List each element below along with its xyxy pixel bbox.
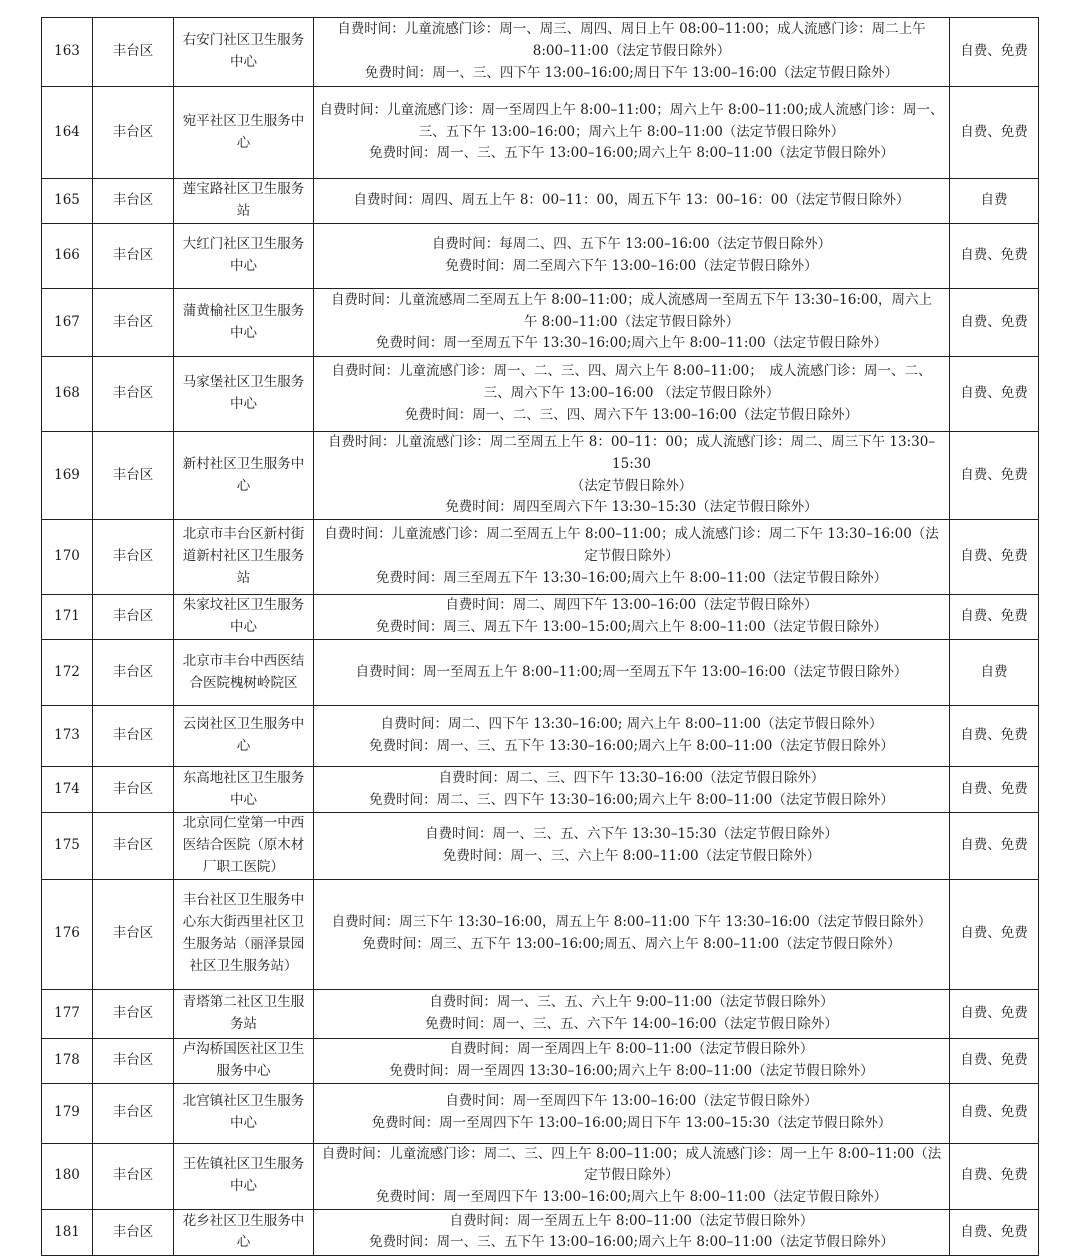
schedule-time-cell xyxy=(314,224,950,289)
facility-name-cell: 北京同仁堂第一中西医结合医院（原木材厂职工医院） xyxy=(174,813,314,879)
row-number: 168 xyxy=(42,357,93,432)
row-number: 176 xyxy=(42,879,93,989)
schedule-time-line: 自费时间：周一、三、五、六上午 9:00–11:00（法定节假日除外） xyxy=(429,993,834,1010)
schedule-time-cell xyxy=(314,595,950,640)
district-cell: 丰台区 xyxy=(93,706,174,767)
district-cell: 丰台区 xyxy=(93,357,174,432)
row-number: 179 xyxy=(42,1083,93,1143)
fee-type-cell: 自费、免费 xyxy=(950,989,1039,1038)
row-number: 175 xyxy=(42,813,93,879)
fee-type-cell: 自费、免费 xyxy=(950,1038,1039,1083)
table-row xyxy=(42,706,1039,767)
facility-name-cell: 花乡社区卫生服务中心 xyxy=(174,1209,314,1255)
schedule-time-cell xyxy=(314,289,950,357)
schedule-time-cell xyxy=(314,1083,950,1143)
table-row xyxy=(42,813,1039,879)
schedule-time-line: 免费时间：周一至周五下午 13:30–16:00;周六上午 8:00–11:00（法定节假日除外） xyxy=(375,335,888,352)
fee-type-cell: 自费、免费 xyxy=(950,813,1039,879)
schedule-time-line: 自费时间：儿童流感门诊：周二至周五上午 8：00–11：00；成人流感门诊：周二、周三下午 13:30–15:30 xyxy=(327,434,936,472)
schedule-time-cell xyxy=(314,640,950,706)
table-row xyxy=(42,432,1039,520)
district-cell: 丰台区 xyxy=(93,989,174,1038)
vaccination-schedule-table xyxy=(41,17,1039,1256)
table-row xyxy=(42,289,1039,357)
schedule-time-cell xyxy=(314,879,950,989)
district-cell: 丰台区 xyxy=(93,289,174,357)
fee-type-cell: 自费 xyxy=(950,640,1039,706)
schedule-time-line: 免费时间：周二、三、四下午 13:30–16:00;周六上午 8:00–11:00（法定节假日除外） xyxy=(369,791,894,808)
district-cell: 丰台区 xyxy=(93,595,174,640)
schedule-time-line: 定节假日除外） xyxy=(584,548,679,565)
row-number: 166 xyxy=(42,224,93,289)
row-number: 181 xyxy=(42,1209,93,1255)
schedule-time-line: 免费时间：周一、三、六上午 8:00–11:00（法定节假日除外） xyxy=(442,847,821,864)
schedule-time-line: 自费时间：周一至周四上午 8:00–11:00（法定节假日除外） xyxy=(449,1040,814,1057)
facility-name-cell: 新村社区卫生服务中心 xyxy=(174,432,314,520)
schedule-time-line: 自费时间：周一至周五上午 8:00–11:00;周一至周五下午 13:00–16:00（法定节假日除外） xyxy=(355,663,908,680)
schedule-time-line: 免费时间：周一至周四下午 13:00–16:00;周日下午 13:00–15:30（法定节假日除外） xyxy=(371,1115,892,1132)
schedule-time-line: 免费时间：周二至周六下午 13:00–16:00（法定节假日除外） xyxy=(445,258,818,274)
facility-name-cell: 北京市丰台区新村街道新村社区卫生服务站 xyxy=(174,520,314,595)
row-number: 173 xyxy=(42,706,93,767)
schedule-time-cell xyxy=(314,432,950,520)
row-number: 180 xyxy=(42,1143,93,1209)
schedule-time-cell xyxy=(314,767,950,813)
table-row xyxy=(42,1038,1039,1083)
schedule-time-cell xyxy=(314,1209,950,1255)
fee-type-cell: 自费、免费 xyxy=(950,432,1039,520)
district-cell: 丰台区 xyxy=(93,813,174,879)
schedule-time-line: 自费时间：周二、三、四下午 13:30–16:00（法定节假日除外） xyxy=(438,769,825,786)
table-row xyxy=(42,18,1039,87)
schedule-table-body xyxy=(42,18,1039,1256)
row-number: 174 xyxy=(42,767,93,813)
facility-name-cell: 莲宝路社区卫生服务站 xyxy=(174,179,314,224)
district-cell: 丰台区 xyxy=(93,1143,174,1209)
district-cell: 丰台区 xyxy=(93,520,174,595)
row-number: 172 xyxy=(42,640,93,706)
district-cell: 丰台区 xyxy=(93,640,174,706)
schedule-time-line: 午 8:00–11:00（法定节假日除外） xyxy=(523,313,740,330)
district-cell: 丰台区 xyxy=(93,1209,174,1255)
row-number: 164 xyxy=(42,87,93,179)
facility-name-cell: 宛平社区卫生服务中心 xyxy=(174,87,314,179)
row-number: 163 xyxy=(42,18,93,87)
schedule-time-line: 免费时间：周一、三、五下午 13:00–16:00;周六上午 8:00–11:00（法定节假日除外） xyxy=(369,145,894,162)
table-row xyxy=(42,520,1039,595)
table-row xyxy=(42,595,1039,640)
schedule-time-line: 自费时间：周一至周四下午 13:00–16:00（法定节假日除外） xyxy=(445,1093,818,1110)
fee-type-cell: 自费、免费 xyxy=(950,1083,1039,1143)
schedule-time-line: 免费时间：周三、五下午 13:00–16:00;周五、周六上午 8:00–11:00（法定节假日除外） xyxy=(362,936,901,953)
fee-type-cell: 自费、免费 xyxy=(950,357,1039,432)
fee-type-cell: 自费、免费 xyxy=(950,224,1039,289)
facility-name-cell: 丰台社区卫生服务中心东大街西里社区卫生服务站（丽泽景园社区卫生服务站） xyxy=(174,879,314,989)
schedule-time-line: （法定节假日除外） xyxy=(570,477,693,494)
table-row xyxy=(42,1209,1039,1255)
schedule-time-line: 免费时间：周四至周六下午 13:30–15:30（法定节假日除外） xyxy=(445,499,818,516)
schedule-time-line: 三、五下午 13:00–16:00；周六上午 8:00–11:00（法定节假日除外） xyxy=(418,123,845,140)
schedule-time-line: 自费时间：周三下午 13:30–16:00，周五上午 8:00–11:00 下午 13:30–16:00（法定节假日除外） xyxy=(331,914,932,931)
district-cell: 丰台区 xyxy=(93,87,174,179)
schedule-time-line: 自费时间：周一、三、五、六下午 13:30–15:30（法定节假日除外） xyxy=(425,826,838,843)
facility-name-cell: 北京市丰台中西医结合医院槐树岭院区 xyxy=(174,640,314,706)
schedule-time-cell xyxy=(314,989,950,1038)
district-cell: 丰台区 xyxy=(93,224,174,289)
schedule-time-line: 自费时间：周四、周五上午 8：00–11：00，周五下午 13：00–16：00（法定节假日除外） xyxy=(353,192,910,209)
fee-type-cell: 自费、免费 xyxy=(950,520,1039,595)
row-number: 177 xyxy=(42,989,93,1038)
table-row xyxy=(42,357,1039,432)
schedule-time-line: 免费时间：周一至周四 13:30–16:00;周六上午 8:00–11:00（法定节假日除外） xyxy=(389,1062,874,1079)
fee-type-cell: 自费、免费 xyxy=(950,87,1039,179)
fee-type-cell: 自费、免费 xyxy=(950,706,1039,767)
schedule-time-line: 三、周六下午 13:00–16:00 （法定节假日除外） xyxy=(483,385,780,402)
table-row xyxy=(42,179,1039,224)
schedule-time-line: 自费时间：儿童流感门诊：周二至周五上午 8:00–11:00；成人流感门诊：周二下午 13:30–16:00（法 xyxy=(324,526,939,543)
facility-name-cell: 朱家坟社区卫生服务中心 xyxy=(174,595,314,640)
table-row xyxy=(42,879,1039,989)
schedule-time-line: 定节假日除外） xyxy=(584,1167,679,1184)
facility-name-cell: 东高地社区卫生服务中心 xyxy=(174,767,314,813)
facility-name-cell: 右安门社区卫生服务中心 xyxy=(174,18,314,87)
schedule-time-line: 自费时间：儿童流感周二至周五上午 8:00–11:00；成人流感周一至周五下午 13:30–16:00，周六上 xyxy=(330,291,933,308)
schedule-time-line: 免费时间：周一、三、四下午 13:00–16:00;周日下午 13:00–16:00（法定节假日除外） xyxy=(364,64,899,81)
schedule-time-line: 8:00–11:00（法定节假日除外） xyxy=(532,43,731,60)
schedule-time-line: 免费时间：周一、三、五下午 13:00–16:00;周六上午 8:00–11:00（法定节假日除外） xyxy=(369,1234,894,1251)
schedule-time-line: 免费时间：周一、三、五下午 13:30–16:00;周六上午 8:00–11:00（法定节假日除外） xyxy=(369,738,894,755)
row-number: 169 xyxy=(42,432,93,520)
schedule-time-line: 自费时间：儿童流感门诊：周二、三、四上午 8:00–11:00；成人流感门诊：周一上午 8:00–11:00（法 xyxy=(321,1145,942,1162)
schedule-time-line: 免费时间：周一、三、五、六下午 14:00–16:00（法定节假日除外） xyxy=(425,1015,838,1032)
facility-name-cell: 王佐镇社区卫生服务中心 xyxy=(174,1143,314,1209)
table-row xyxy=(42,1083,1039,1143)
schedule-time-line: 自费时间：周一至周五上午 8:00–11:00（法定节假日除外） xyxy=(449,1212,814,1229)
fee-type-cell: 自费、免费 xyxy=(950,595,1039,640)
schedule-time-cell xyxy=(314,18,950,87)
table-row xyxy=(42,640,1039,706)
table-row xyxy=(42,767,1039,813)
district-cell: 丰台区 xyxy=(93,767,174,813)
row-number: 170 xyxy=(42,520,93,595)
schedule-time-line: 免费时间：周三、周五下午 13:00–15:00;周六上午 8:00–11:00（法定节假日除外） xyxy=(375,619,888,636)
fee-type-cell: 自费、免费 xyxy=(950,767,1039,813)
district-cell: 丰台区 xyxy=(93,179,174,224)
facility-name-cell: 马家堡社区卫生服务中心 xyxy=(174,357,314,432)
schedule-time-line: 自费时间：儿童流感门诊：周一至周四上午 8:00–11:00；周六上午 8:00–11:00;成人流感门诊：周一、 xyxy=(319,101,944,118)
row-number: 171 xyxy=(42,595,93,640)
schedule-time-line: 自费时间：周二、四下午 13:30–16:00; 周六上午 8:00–11:00（法定节假日除外） xyxy=(380,716,883,733)
schedule-time-cell xyxy=(314,357,950,432)
schedule-time-cell xyxy=(314,813,950,879)
table-row xyxy=(42,87,1039,179)
schedule-time-line: 自费时间：儿童流感门诊：周一、二、三、四、周六上午 8:00–11:00； 成人流感门诊：周一、二、 xyxy=(331,363,932,380)
row-number: 165 xyxy=(42,179,93,224)
facility-name-cell: 大红门社区卫生服务中心 xyxy=(174,224,314,289)
schedule-time-cell xyxy=(314,706,950,767)
schedule-time-cell xyxy=(314,87,950,179)
schedule-time-cell xyxy=(314,1143,950,1209)
district-cell: 丰台区 xyxy=(93,1038,174,1083)
table-row xyxy=(42,989,1039,1038)
facility-name-cell: 北宫镇社区卫生服务中心 xyxy=(174,1083,314,1143)
fee-type-cell: 自费、免费 xyxy=(950,1209,1039,1255)
facility-name-cell: 蒲黄榆社区卫生服务中心 xyxy=(174,289,314,357)
fee-type-cell: 自费、免费 xyxy=(950,879,1039,989)
schedule-time-line: 免费时间：周三至周五下午 13:30–16:00;周六上午 8:00–11:00（法定节假日除外） xyxy=(375,570,888,587)
district-cell: 丰台区 xyxy=(93,18,174,87)
schedule-time-cell xyxy=(314,179,950,224)
schedule-time-line: 自费时间：每周二、四、五下午 13:00–16:00（法定节假日除外） xyxy=(431,236,832,253)
schedule-time-line: 免费时间：周一至周四下午 13:00–16:00;周六上午 8:00–11:00（法定节假日除外） xyxy=(375,1189,888,1206)
row-number: 167 xyxy=(42,289,93,357)
fee-type-cell: 自费 xyxy=(950,179,1039,224)
facility-name-cell: 卢沟桥国医社区卫生服务中心 xyxy=(174,1038,314,1083)
table-row xyxy=(42,224,1039,289)
district-cell: 丰台区 xyxy=(93,1083,174,1143)
district-cell: 丰台区 xyxy=(93,432,174,520)
schedule-time-line: 自费时间：周二、周四下午 13:00–16:00（法定节假日除外） xyxy=(445,597,818,614)
schedule-time-line: 自费时间：儿童流感门诊：周一、周三、周四、周日上午 08:00–11:00；成人流感门诊：周二上午 xyxy=(337,21,926,38)
fee-type-cell: 自费、免费 xyxy=(950,1143,1039,1209)
schedule-time-cell xyxy=(314,1038,950,1083)
district-cell: 丰台区 xyxy=(93,879,174,989)
facility-name-cell: 青塔第二社区卫生服务站 xyxy=(174,989,314,1038)
row-number: 178 xyxy=(42,1038,93,1083)
table-row xyxy=(42,1143,1039,1209)
schedule-time-line: 免费时间：周一、二、三、四、周六下午 13:00–16:00（法定节假日除外） xyxy=(404,406,859,423)
fee-type-cell: 自费、免费 xyxy=(950,289,1039,357)
facility-name-cell: 云岗社区卫生服务中心 xyxy=(174,706,314,767)
schedule-time-cell xyxy=(314,520,950,595)
fee-type-cell: 自费、免费 xyxy=(950,18,1039,87)
